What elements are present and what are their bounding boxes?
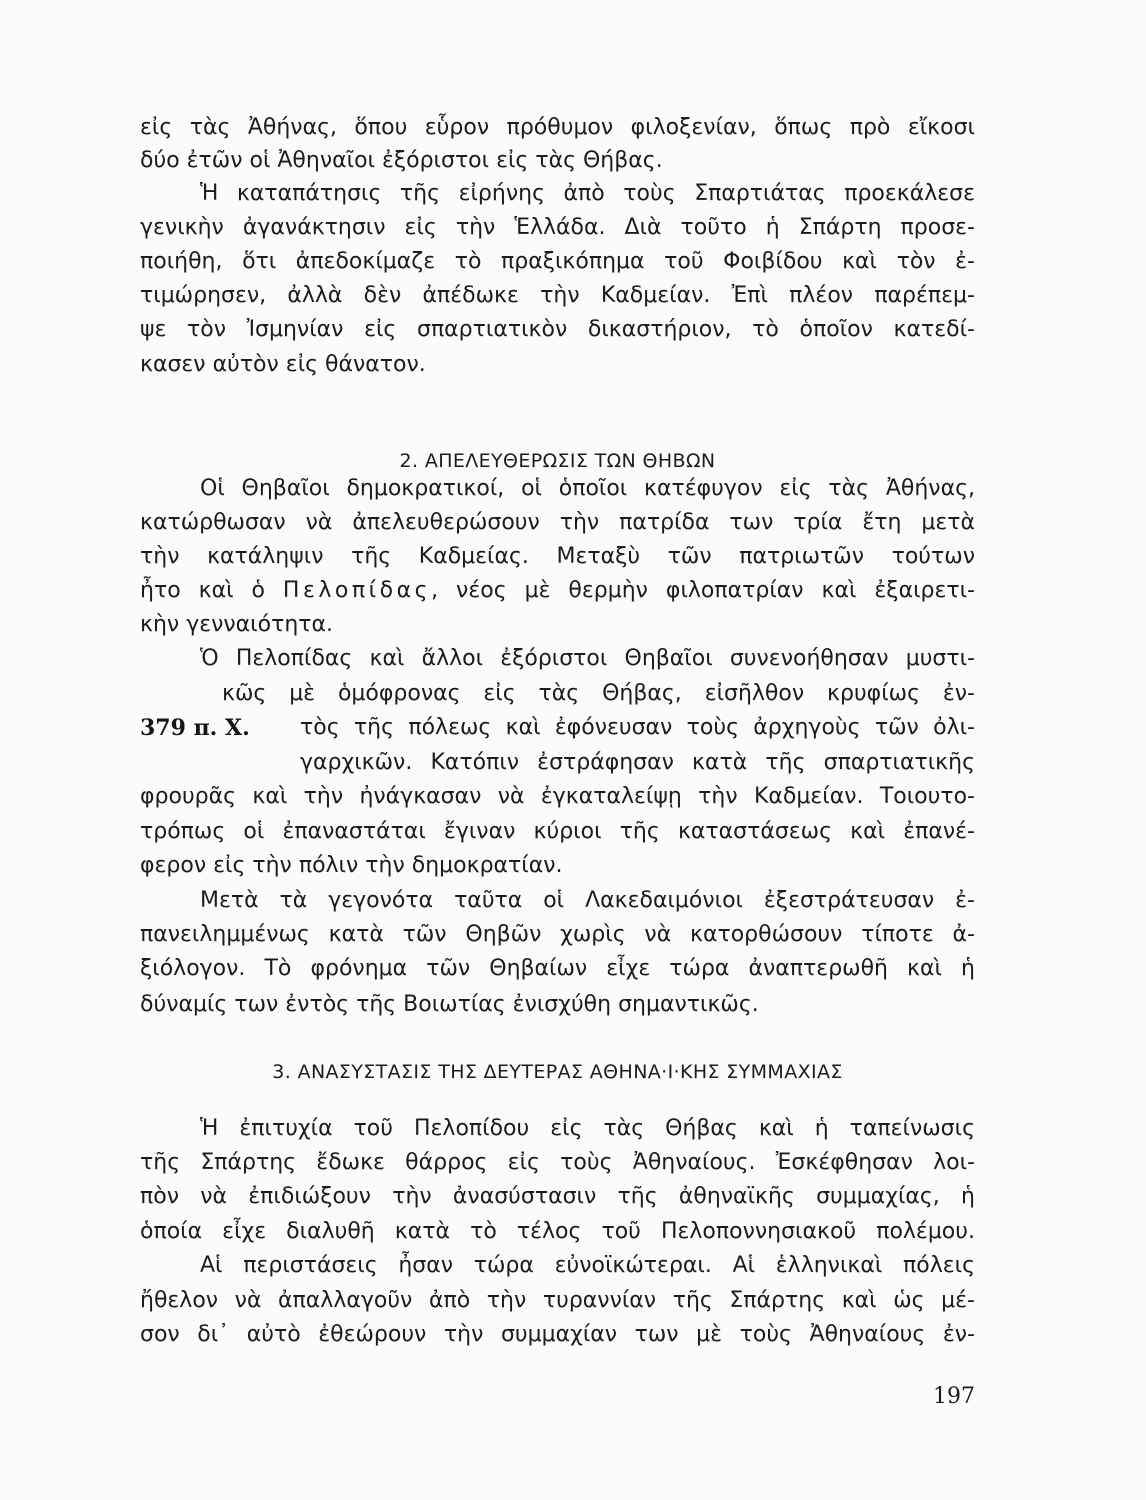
text-line: Ἡ καταπάτησις τῆς εἰρήνης ἀπὸ τοὺς Σπαρτιάτας προεκάλεσε [200, 181, 975, 206]
text-line: ὁποία εἶχε διαλυθῆ κατὰ τὸ τέλος τοῦ Πελοποννησιακοῦ πολέμου. [140, 1219, 975, 1244]
text-span: , νέος μὲ θερμὴν φιλοπατρίαν καὶ ἐξαιρετι- [431, 578, 975, 603]
text-line: Ὁ Πελοπίδας καὶ ἄλλοι ἐξόριστοι Θηβαῖοι συνενοήθησαν μυστι- [200, 646, 975, 671]
text-line: δύναμίς των ἐντὸς τῆς Βοιωτίας ἐνισχύθη σημαντικῶς. [140, 992, 759, 1017]
text-span: ἦτο καὶ ὁ [140, 578, 283, 603]
section-heading: 2. ΑΠΕΛΕΥΘΕΡΩΣΙΣ ΤΩΝ ΘΗΒΩΝ [399, 450, 716, 472]
text-line: τῆς Σπάρτης ἔδωκε θάρρος εἰς τοὺς Ἀθηναίους. Ἐσκέφθησαν λοι- [140, 1150, 975, 1175]
text-line: κατώρθωσαν νὰ ἀπελευθερώσουν τὴν πατρίδα των τρία ἔτη μετὰ [140, 510, 975, 535]
text-line: πανειλημμένως κατὰ τῶν Θηβῶν χωρὶς νὰ κατορθώσουν τίποτε ἀ- [140, 922, 975, 947]
text-line: τὴν κατάληψιν τῆς Καδμείας. Μεταξὺ τῶν πατριωτῶν τούτων [140, 544, 975, 569]
text-line [140, 574, 975, 608]
spaced-name: Πελοπίδας [282, 578, 432, 603]
text-line: ξιόλογον. Τὸ φρόνημα τῶν Θηβαίων εἶχε τώρα ἀναπτερωθῆ καὶ ἡ [140, 956, 975, 981]
text-line: τρόπως οἱ ἐπαναστάται ἔγιναν κύριοι τῆς καταστάσεως καὶ ἐπανέ- [140, 819, 975, 844]
text-line: πὸν νὰ ἐπιδιώξουν τὴν ἀνασύστασιν τῆς ἀθηναϊκῆς συμμαχίας, ἡ [140, 1184, 975, 1209]
text-line: Οἱ Θηβαῖοι δημοκρατικοί, οἱ ὁποῖοι κατέφυγον εἰς τὰς Ἀθήνας, [200, 476, 975, 501]
text-line: Ἡ ἐπιτυχία τοῦ Πελοπίδου εἰς τὰς Θήβας καὶ ἡ ταπείνωσις [200, 1116, 975, 1141]
page-number: 197 [933, 1384, 975, 1409]
text-line: φερον εἰς τὴν πόλιν τὴν δημοκρατίαν. [140, 853, 563, 878]
margin-date-note: 379 π. Χ. [140, 715, 250, 741]
section-heading: 3. ΑΝΑΣΥΣΤΑΣΙΣ ΤΗΣ ΔΕΥΤΕΡΑΣ ΑΘΗΝΑ·Ι·ΚΗΣ ΣΥΜΜΑΧΙΑΣ [272, 1061, 843, 1083]
text-line: φρουρᾶς καὶ τὴν ἠνάγκασαν νὰ ἐγκαταλείψῃ τὴν Καδμείαν. Τοιουτο- [140, 784, 975, 809]
text-line: τὸς τῆς πόλεως καὶ ἐφόνευσαν τοὺς ἀρχηγοὺς τῶν ὀλι- [300, 715, 975, 740]
text-line: εἰς τὰς Ἀθήνας, ὅπου εὗρον πρόθυμον φιλοξενίαν, ὅπως πρὸ εἴκοσι [140, 115, 975, 140]
text-line: δύο ἐτῶν οἱ Ἀθηναῖοι ἐξόριστοι εἰς τὰς Θήβας. [140, 148, 663, 173]
text-line: τιμώρησεν, ἀλλὰ δὲν ἀπέδωκε τὴν Καδμείαν. Ἐπὶ πλέον παρέπεμ- [140, 283, 975, 308]
text-line: γαρχικῶν. Κατόπιν ἐστράφησαν κατὰ τῆς σπαρτιατικῆς [300, 750, 975, 775]
text-line: σον δι᾽ αὐτὸ ἐθεώρουν τὴν συμμαχίαν των μὲ τοὺς Ἀθηναίους ἐν- [140, 1322, 975, 1347]
text-line: ψε τὸν Ἰσμηνίαν εἰς σπαρτιατικὸν δικαστήριον, τὸ ὁποῖον κατεδί- [140, 317, 975, 342]
text-line: γενικὴν ἀγανάκτησιν εἰς τὴν Ἑλλάδα. Διὰ τοῦτο ἡ Σπάρτη προσε- [140, 215, 975, 240]
text-line: ἤθελον νὰ ἀπαλλαγοῦν ἀπὸ τὴν τυραννίαν τῆς Σπάρτης καὶ ὡς μέ- [140, 1288, 975, 1313]
text-line: Μετὰ τὰ γεγονότα ταῦτα οἱ Λακεδαιμόνιοι ἐξεστράτευσαν ἐ- [200, 888, 975, 913]
text-line: κασεν αὐτὸν εἰς θάνατον. [140, 352, 426, 377]
text-line: Αἱ περιστάσεις ἦσαν τώρα εὐνοϊκώτεραι. Αἱ ἑλληνικαὶ πόλεις [200, 1253, 975, 1278]
text-line: κῶς μὲ ὁμόφρονας εἰς τὰς Θήβας, εἰσῆλθον κρυφίως ἐν- [222, 681, 975, 706]
text-line: κὴν γενναιότητα. [140, 612, 334, 637]
text-line: ποιήθη, ὅτι ἀπεδοκίμαζε τὸ πραξικόπημα τοῦ Φοιβίδου καὶ τὸν ἐ- [140, 249, 975, 274]
